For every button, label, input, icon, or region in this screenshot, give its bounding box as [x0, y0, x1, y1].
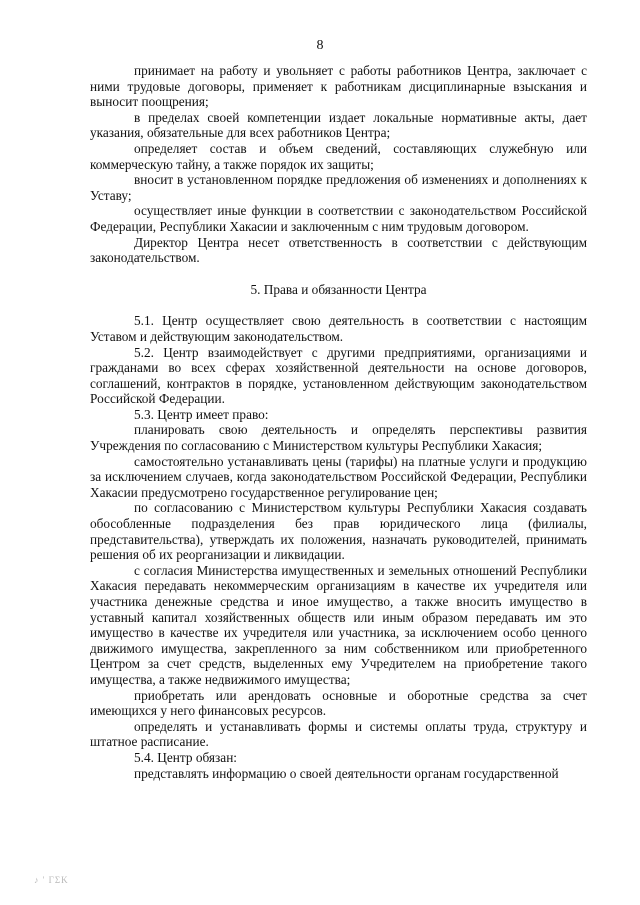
paragraph: определять и устанавливать формы и системы оплаты труда, структуру и штатное расписание. [90, 718, 587, 750]
paragraph: 5.1. Центр осуществляет свою деятельность в соответствии с настоящим Уставом и действующим законодательством. [90, 313, 587, 344]
document-body [90, 63, 587, 781]
paragraph: определяет состав и объем сведений, составляющих служебную или коммерческую тайну, а также порядок их защиты; [90, 140, 587, 172]
paragraph: планировать свою деятельность и определять перспективы развития Учреждения по согласованию с Министерством культуры Республики Хакасия; [90, 422, 587, 454]
paragraph: 5.4. Центр обязан: [134, 749, 237, 765]
paragraph: Директор Центра несет ответственность в соответствии с действующим законодательством. [90, 234, 587, 266]
page-number: 8 [316, 38, 324, 53]
paragraph: 5.3. Центр имеет право: [134, 406, 269, 422]
paragraph: вносит в установленном порядке предложения об изменениях и дополнениях к Уставу; [90, 172, 587, 203]
paragraph: по согласованию с Министерством культуры Республики Хакасия создавать обособленные подразделения без прав юридического лица (филиалы, представительства), утверждать их положения, назначать руководителей, принимать решения об их реорганизации и ликвидации. [90, 500, 587, 563]
paragraph: приобретать или арендовать основные и оборотные средства за счет имеющихся у него финансовых ресурсов. [90, 687, 587, 719]
section-heading: 5. Права и обязанности Центра [250, 281, 427, 297]
scan-mark: ♪ ' ΓΣΚ [34, 875, 69, 885]
paragraph: представлять информацию о своей деятельности органам государственной [134, 765, 559, 781]
paragraph: осуществляет иные функции в соответствии с законодательством Российской Федерации, Республики Хакасии и заключенным с ним трудовым договором. [90, 203, 587, 234]
paragraph: с согласия Министерства имущественных и земельных отношений Республики Хакасия передавать некоммерческим организациям в качестве их учредителя или участника денежные средства и иное имущество, а также вносить имущество в уставный капитал хозяйственных обществ или иным образом передавать им это имущество в качестве их учредителя или участника, за исключением особо ценного движимого имущества, закрепленного за ним собственником или приобретенного Центром за счет средств, выделенных ему Учредителем на приобретение такого имущества, а также недвижимого имущества; [90, 562, 587, 687]
paragraph: самостоятельно устанавливать цены (тарифы) на платные услуги и продукцию за исключением случаев, когда законодательством Российской Федерации, Республики Хакасии предусмотрено государственное регулирование цен; [90, 453, 587, 500]
paragraph: 5.2. Центр взаимодействует с другими предприятиями, организациями и гражданами во всех сферах хозяйственной деятельности на основе договоров, соглашений, контрактов в порядке, установленном действующим законодательством Российской Федерации. [90, 344, 587, 407]
paragraph: принимает на работу и увольняет с работы работников Центра, заключает с ними трудовые договоры, применяет к работникам дисциплинарные взыскания и выносит поощрения; [90, 63, 587, 110]
paragraph: в пределах своей компетенции издает локальные нормативные акты, дает указания, обязательные для всех работников Центра; [90, 109, 587, 141]
